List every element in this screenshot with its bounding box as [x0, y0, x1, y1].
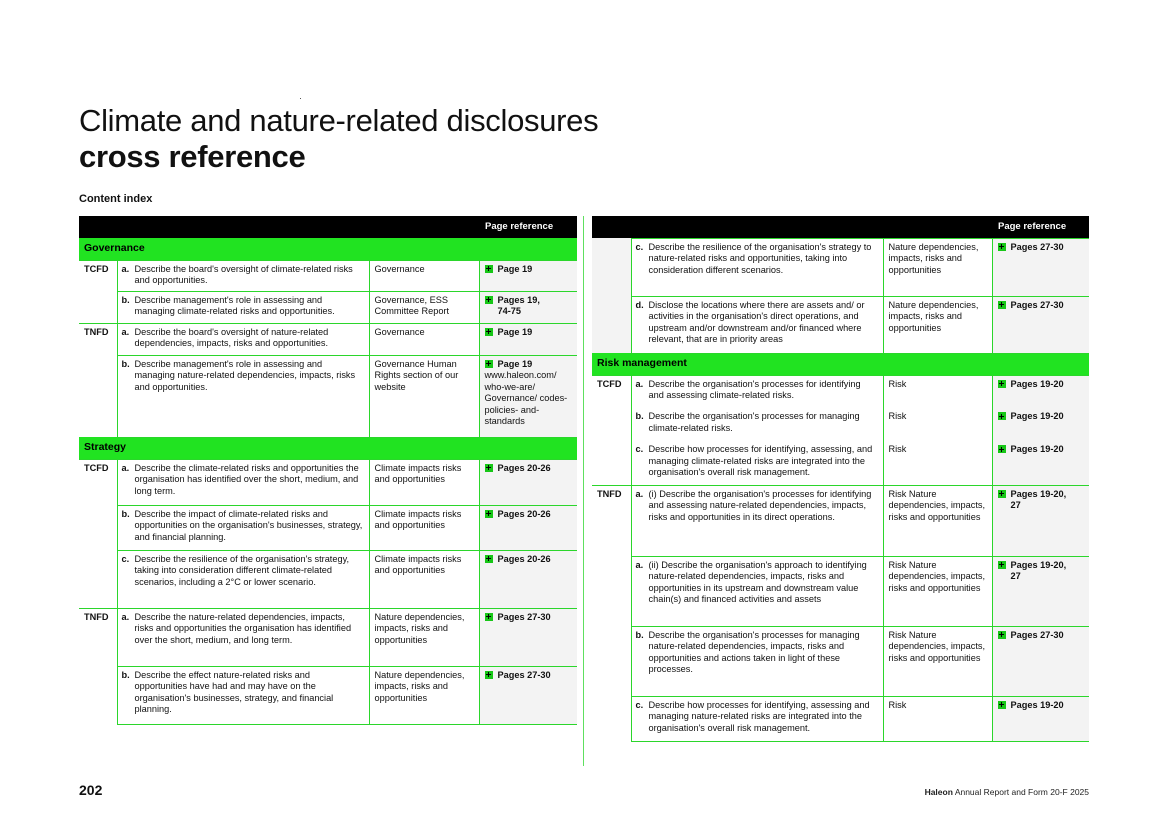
item-description: Describe how processes for identifying, assessing and managing nature-related risks are integrated into the organisation's overall risk management.	[648, 699, 870, 733]
item-letter: c.	[121, 553, 130, 564]
item-description: Describe how processes for identifying, assessing, and managing climate-related risks are integrated into the organisation's overall risk management.	[648, 444, 873, 477]
table-row	[79, 550, 577, 608]
plus-link-icon[interactable]	[998, 631, 1006, 639]
section-governance	[79, 238, 577, 260]
item-description: Describe the organisation's processes for managing nature-related dependencies, impacts, risks and opportunities and actions taken in light of these processes.	[648, 629, 860, 674]
item-letter: b.	[121, 508, 130, 519]
table-row	[592, 441, 1089, 485]
item-letter: b.	[635, 629, 644, 640]
plus-link-icon[interactable]	[998, 301, 1006, 309]
framework-label: TCFD	[79, 459, 117, 505]
item-source: Risk	[883, 408, 992, 441]
page-reference-header: Page reference	[479, 216, 577, 238]
plus-link-icon[interactable]	[485, 671, 493, 679]
cross-reference-table-right	[592, 216, 1089, 742]
page-ref[interactable]: Pages 19-20	[1010, 444, 1064, 454]
item-source: Nature dependencies, impacts, risks and opportunities	[369, 666, 479, 724]
table-row	[79, 355, 577, 437]
framework-label: TCFD	[79, 260, 117, 291]
item-description: Describe the board's oversight of climate-related risks and opportunities.	[134, 263, 353, 285]
table-row	[79, 323, 577, 355]
plus-link-icon[interactable]	[485, 296, 493, 304]
page-ref[interactable]: Pages 19-20	[1010, 411, 1064, 421]
plus-link-icon[interactable]	[485, 360, 493, 368]
page-title-line-2: cross reference	[79, 139, 306, 174]
item-source: Nature dependencies, impacts, risks and opportunities	[883, 296, 992, 353]
page-ref[interactable]: Pages 27-30	[497, 611, 551, 622]
page-ref[interactable]: Pages 20-26	[497, 508, 551, 519]
page-number: 202	[79, 782, 103, 798]
page-ref[interactable]: Pages 27-30	[1010, 629, 1064, 640]
item-letter: a.	[635, 488, 644, 499]
item-letter: c.	[635, 699, 644, 710]
report-footer	[925, 787, 1089, 797]
plus-link-icon[interactable]	[998, 412, 1006, 420]
item-letter: b.	[121, 294, 130, 305]
page-ref[interactable]: 74-75	[497, 306, 521, 316]
column-divider	[583, 216, 584, 766]
item-description: (ii) Describe the organisation's approach to identifying nature-related dependencies, impacts, risks and opportunities in its upstream and downstream value chain(s) and financed activities and assets	[648, 559, 867, 604]
page-ref[interactable]: Page 19	[497, 263, 533, 274]
framework-label: TNFD	[79, 323, 117, 355]
table-row	[592, 696, 1089, 741]
item-description: (i) Describe the organisation's processes for identifying and assessing nature-related dependencies, impacts, risks and opportunities in its direct operations.	[648, 488, 872, 522]
item-description: Disclose the locations where there are assets and/ or activities in the organisation's direct operations, and upstream and/or downstream and/or financed where relevant, that are in priority areas	[648, 299, 865, 344]
plus-link-icon[interactable]	[485, 265, 493, 273]
item-description: Describe the board's oversight of nature-related dependencies, impacts, risks and opportunities.	[134, 326, 329, 348]
table-row	[592, 556, 1089, 626]
section-strategy	[79, 437, 577, 459]
item-description: Describe the impact of climate-related risks and opportunities on the organisation's businesses, strategy, and financial planning.	[134, 508, 363, 542]
item-source: Risk	[883, 441, 992, 485]
page-ref[interactable]: Pages 19,	[497, 294, 540, 305]
item-letter: d.	[635, 299, 644, 310]
item-description: Describe the organisation's processes for managing climate-related risks.	[648, 411, 860, 433]
item-source: Climate impacts risks and opportunities	[369, 505, 479, 550]
report-name: Annual Report and Form 20-F 2025	[954, 787, 1089, 797]
item-letter: a.	[121, 326, 130, 337]
item-letter: a.	[635, 378, 644, 389]
page-ref[interactable]: Page 19	[497, 326, 533, 337]
page-ref[interactable]: Pages 20-26	[497, 553, 551, 564]
item-source: Climate impacts risks and opportunities	[369, 550, 479, 608]
item-source: Risk Nature dependencies, impacts, risks and opportunities	[883, 485, 992, 556]
item-description: Describe the resilience of the organisation's strategy to nature-related risks and opportunities, taking into consideration different scenarios.	[648, 241, 872, 275]
item-source: Governance, ESS Committee Report	[369, 291, 479, 323]
table-row	[79, 666, 577, 724]
item-source: Governance	[369, 260, 479, 291]
item-letter: b.	[635, 411, 644, 421]
item-source: Risk Nature dependencies, impacts, risks and opportunities	[883, 626, 992, 696]
page-title-line-1: Climate and nature-related disclosures	[79, 103, 599, 138]
item-letter: b.	[121, 358, 130, 369]
page-ref[interactable]: 27	[1010, 500, 1021, 510]
table-row	[79, 608, 577, 666]
section-risk-management	[592, 353, 1089, 375]
page-ref[interactable]: Pages 27-30	[1010, 299, 1064, 310]
plus-link-icon[interactable]	[485, 510, 493, 518]
table-row	[592, 485, 1089, 556]
table-row	[592, 296, 1089, 353]
table-header-row	[592, 216, 1089, 238]
item-source: Governance	[369, 323, 479, 355]
page-reference-header: Page reference	[992, 216, 1089, 238]
framework-label: TNFD	[79, 608, 117, 666]
table-row	[592, 408, 1089, 441]
content-index-heading: Content index	[79, 193, 153, 205]
item-description: Describe the nature-related dependencies, impacts, risks and opportunities the organisation has identified over the short, medium, and long term.	[134, 611, 352, 645]
item-letter: a.	[121, 462, 130, 473]
table-row	[79, 459, 577, 505]
table-row	[592, 238, 1089, 296]
page-ref[interactable]: Pages 19-20,	[1010, 559, 1067, 570]
page-ref[interactable]: Pages 19-20,	[1010, 488, 1067, 499]
item-description: Describe the organisation's processes for identifying and assessing climate-related risks.	[648, 378, 861, 400]
item-source: Nature dependencies, impacts, risks and opportunities	[369, 608, 479, 666]
item-description: Describe the effect nature-related risks and opportunities have had and may have on the organisation's businesses, strategy, and financial planning.	[134, 669, 334, 714]
page-ref[interactable]: 27	[1010, 571, 1021, 581]
plus-link-icon[interactable]	[998, 380, 1006, 388]
table-header-row	[79, 216, 577, 238]
item-letter: a.	[635, 559, 644, 570]
page-ref[interactable]: Page 19	[497, 358, 533, 369]
plus-link-icon[interactable]	[485, 555, 493, 563]
table-row	[79, 291, 577, 323]
plus-link-icon[interactable]	[485, 464, 493, 472]
item-letter: c.	[635, 444, 644, 454]
table-row	[592, 626, 1089, 696]
item-source: Nature dependencies, impacts, risks and opportunities	[883, 238, 992, 296]
framework-label: TNFD	[592, 485, 631, 556]
item-description: Describe management's role in assessing and managing nature-related dependencies, impacts, risks and opportunities.	[134, 358, 356, 392]
item-description: Describe the climate-related risks and opportunities the organisation has identified over the short, medium, and long term.	[134, 462, 359, 496]
section-title: Governance	[79, 238, 577, 260]
section-title: Strategy	[79, 437, 577, 459]
item-description: Describe the resilience of the organisation's strategy, taking into consideration different climate-related scenarios, including a 2°C or lower scenario.	[134, 553, 350, 587]
website-url[interactable]: www.haleon.com/ who-we-are/ Governance/ codes-policies- and-standards	[484, 370, 568, 426]
item-source: Risk Nature dependencies, impacts, risks and opportunities	[883, 556, 992, 626]
table-row	[79, 505, 577, 550]
page-ref[interactable]: Pages 19-20	[1010, 699, 1064, 710]
framework-label: TCFD	[592, 375, 631, 408]
table-row	[592, 375, 1089, 408]
table-row	[79, 260, 577, 291]
page-ref[interactable]: Pages 27-30	[1010, 241, 1064, 252]
section-title: Risk management	[592, 353, 1089, 375]
plus-link-icon[interactable]	[998, 561, 1006, 569]
plus-link-icon[interactable]	[998, 445, 1006, 453]
brand-name: Haleon	[924, 787, 953, 797]
page-ref[interactable]: Pages 27-30	[497, 669, 551, 680]
plus-link-icon[interactable]	[485, 328, 493, 336]
item-letter: a.	[121, 263, 130, 274]
page-ref[interactable]: Pages 19-20	[1010, 378, 1064, 389]
item-source: Governance Human Rights section of our website	[369, 355, 479, 437]
item-description: Describe management's role in assessing and managing climate-related risks and opportunities.	[134, 294, 335, 316]
item-letter: c.	[635, 241, 644, 252]
plus-link-icon[interactable]	[998, 243, 1006, 251]
item-source: Climate impacts risks and opportunities	[369, 459, 479, 505]
item-source: Risk	[883, 696, 992, 741]
item-letter: a.	[121, 611, 130, 622]
cross-reference-table-left	[79, 216, 577, 725]
item-source: Risk	[883, 375, 992, 408]
plus-link-icon[interactable]	[998, 490, 1006, 498]
plus-link-icon[interactable]	[485, 613, 493, 621]
plus-link-icon[interactable]	[998, 701, 1006, 709]
page-ref[interactable]: Pages 20-26	[497, 462, 551, 473]
item-letter: b.	[121, 669, 130, 680]
stray-dot	[300, 98, 301, 99]
